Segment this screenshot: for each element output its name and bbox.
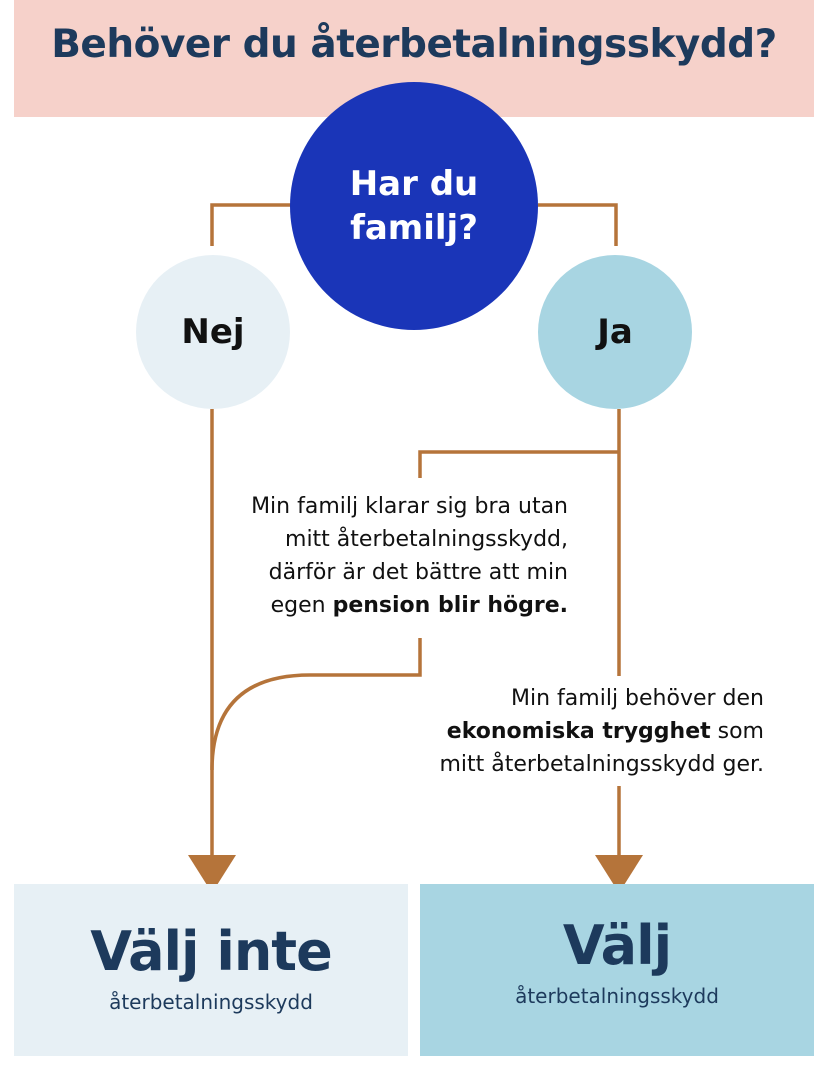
connector-yes-to-left-statement [420,452,619,478]
statement-no-need [190,490,568,622]
statement-emphasis: ekonomiska trygghet [446,719,711,744]
statement-line: mitt återbetalningsskydd ger. [439,752,764,777]
outcome-accept-heading: Välj [562,914,672,977]
statement-line: mitt återbetalningsskydd, [285,527,568,552]
question-text: Har du familj? [349,163,479,248]
outcome-reject-subtitle: återbetalningsskydd [109,990,313,1014]
statement-text: egen [270,593,333,618]
connector-question-to-no [212,205,291,246]
statement-line [190,589,568,622]
answer-yes-label: Ja [597,312,633,352]
answer-no-label: Nej [181,312,245,352]
page-title: Behöver du återbetalningsskydd? [51,22,777,67]
outcome-accept-box [420,884,814,1056]
outcome-accept-subtitle: återbetalningsskydd [515,984,719,1008]
statement-line: Min familj behöver den [511,686,764,711]
answer-yes-circle [538,255,692,409]
question-circle [290,82,538,330]
answer-no-circle [136,255,290,409]
connector-question-to-yes [538,205,616,246]
statement-line [360,715,764,748]
statement-need [360,682,764,781]
outcome-reject-box [14,884,408,1056]
statement-line: Min familj klarar sig bra utan [251,494,568,519]
statement-line: därför är det bättre att min [268,560,568,585]
statement-text: som [710,719,764,744]
statement-emphasis: pension blir högre. [332,593,568,618]
outcome-reject-heading: Välj inte [90,920,332,983]
